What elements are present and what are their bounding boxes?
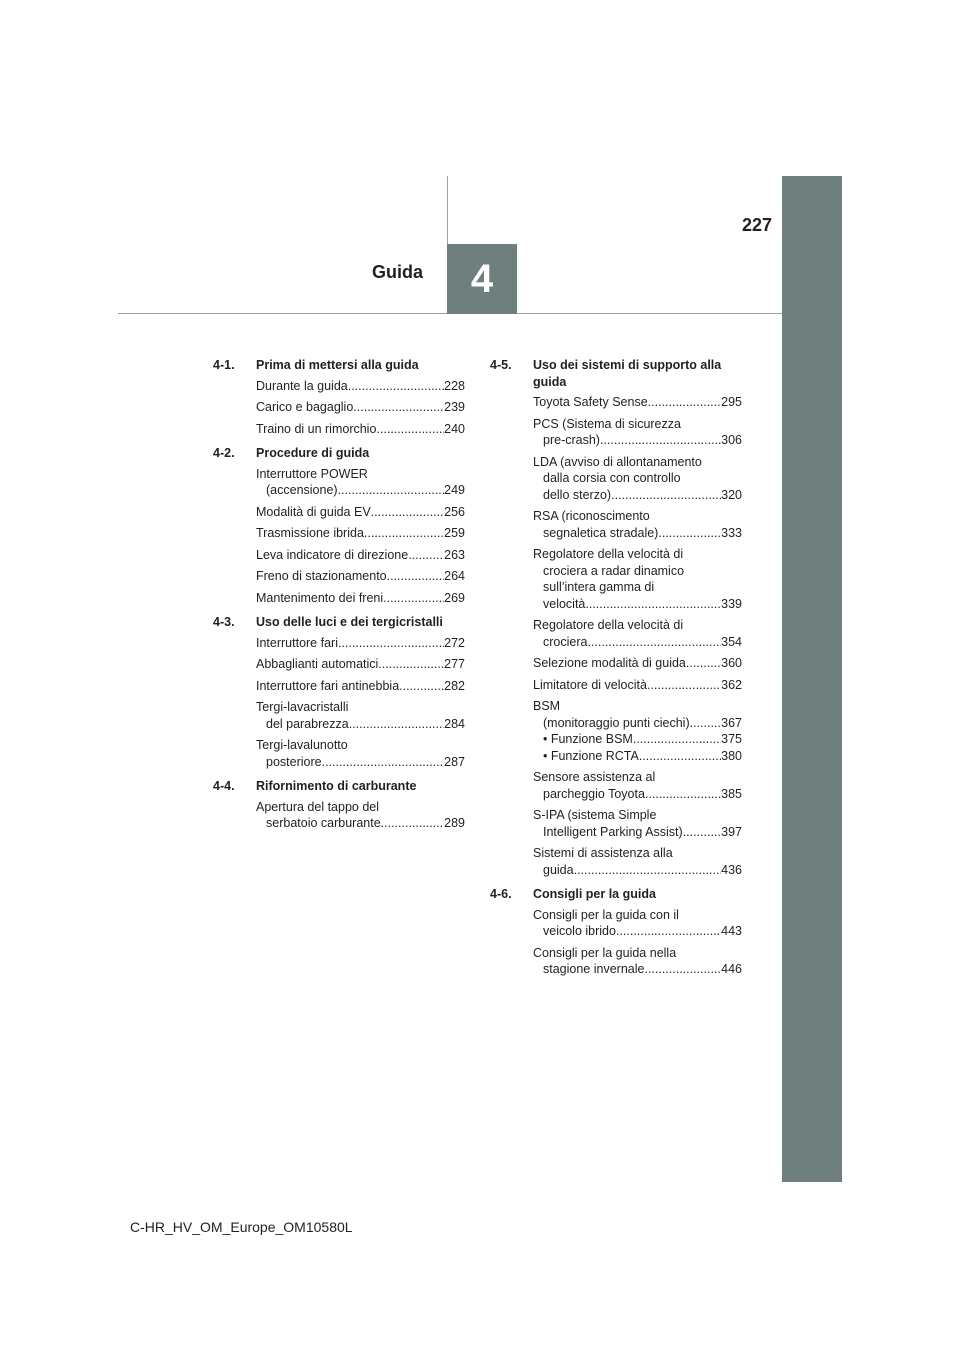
toc-right-column — [490, 357, 742, 986]
entry-last-line — [256, 525, 465, 542]
entry-last-line — [533, 961, 742, 978]
entry-text: Interruttore fari antinebbia — [256, 678, 400, 693]
dot-leader — [574, 862, 722, 879]
dot-leader — [322, 754, 445, 771]
entry-page-number: 397 — [721, 824, 742, 839]
entry-text: Leva indicatore di direzione — [256, 547, 409, 562]
entry-last-line — [256, 399, 465, 416]
dot-leader — [690, 715, 722, 732]
chapter-number-box — [447, 244, 517, 314]
entry-page-number: 228 — [444, 378, 465, 393]
page-number: 227 — [741, 215, 772, 235]
entry-last-line — [256, 378, 465, 395]
dot-leader — [658, 525, 721, 542]
entry-text-line: Consigli per la guida con il — [533, 907, 679, 922]
section-heading — [490, 357, 742, 390]
sub-entry[interactable] — [533, 731, 742, 748]
toc-entry[interactable] — [256, 635, 465, 652]
entry-text-line: Regolatore della velocità di — [533, 547, 684, 561]
dot-leader — [683, 824, 721, 841]
dot-leader — [648, 394, 721, 411]
entry-page-number: 240 — [444, 421, 465, 436]
entry-page-number: 306 — [721, 433, 742, 447]
toc-section — [490, 886, 742, 978]
dot-leader — [353, 399, 444, 416]
entry-page-number: 320 — [721, 487, 742, 502]
entry-text-line: Apertura del tappo del — [256, 799, 380, 814]
entry-page-number: 354 — [721, 634, 742, 649]
chapter-title: Guida — [372, 262, 424, 282]
dot-leader — [645, 786, 721, 803]
section-title: Prima di mettersi alla guida — [256, 358, 419, 372]
dot-leader — [639, 748, 721, 765]
dot-leader — [616, 923, 721, 940]
entry-text: Interruttore fari — [256, 635, 338, 650]
section-number: 4-2. — [213, 446, 235, 460]
footer-code: C-HR_HV_OM_Europe_OM10580L — [130, 1219, 353, 1235]
dot-leader — [399, 678, 444, 695]
entry-text-line: Consigli per la guida nella — [533, 945, 677, 960]
entry-page-number: 269 — [444, 590, 465, 605]
entry-last-line — [533, 525, 742, 542]
toc-section — [213, 614, 465, 770]
toc-entry[interactable] — [533, 698, 742, 764]
entry-text-line: Tergi-lavalunotto — [256, 738, 348, 752]
section-title: Uso delle luci e dei tergicristalli — [256, 615, 443, 629]
section-entries — [256, 466, 465, 607]
section-number: 4-1. — [213, 358, 235, 372]
entry-text: Trasmissione ibrida — [256, 526, 364, 540]
entry-page-number: 256 — [444, 504, 465, 519]
entry-page-number: 443 — [721, 924, 742, 938]
section-title: Uso dei sistemi di supporto alla guida — [533, 358, 722, 389]
entry-last-line — [533, 655, 742, 672]
entry-last-line — [256, 656, 465, 673]
toc-entry[interactable] — [533, 907, 742, 940]
toc-section — [213, 778, 465, 832]
entry-text: crociera — [543, 634, 588, 649]
entry-text: serbatoio carburante — [266, 816, 381, 830]
toc-entry[interactable] — [256, 421, 465, 438]
entry-text: pre-crash) — [543, 433, 600, 447]
section-entries — [256, 378, 465, 438]
entry-last-line — [533, 862, 742, 879]
dot-leader — [387, 568, 445, 585]
toc-entry[interactable] — [256, 737, 465, 770]
entry-page-number: 272 — [444, 635, 465, 650]
toc-entry[interactable] — [256, 568, 465, 585]
entry-text-line: Sistemi di assistenza alla — [533, 846, 673, 860]
entry-text: parcheggio Toyota — [543, 786, 645, 801]
entry-last-line — [533, 487, 742, 504]
section-number: 4-6. — [490, 887, 512, 901]
section-title: Consigli per la guida — [533, 887, 656, 901]
sub-entry-page-number: 380 — [721, 748, 742, 763]
entry-last-line — [256, 504, 465, 521]
toc-entry[interactable] — [533, 769, 742, 802]
entry-text-line: S-IPA (sistema Simple — [533, 808, 657, 822]
toc-entry[interactable] — [533, 807, 742, 840]
entry-text: Mantenimento dei freni — [256, 590, 384, 605]
entry-last-line — [256, 716, 465, 733]
toc-entry[interactable] — [256, 678, 465, 695]
section-heading — [213, 445, 465, 462]
entry-text-line: crociera a radar dinamico — [543, 563, 685, 578]
entry-text: Toyota Safety Sense — [533, 395, 648, 409]
toc-entry[interactable] — [533, 394, 742, 411]
entry-last-line — [256, 421, 465, 438]
entry-text: Limitatore di velocità — [533, 677, 647, 692]
toc-entry[interactable] — [256, 525, 465, 542]
section-title: Rifornimento di carburante — [256, 779, 417, 793]
dot-leader — [647, 677, 721, 694]
entry-last-line — [256, 815, 465, 832]
entry-last-line — [533, 432, 742, 449]
toc-left-column — [213, 357, 465, 840]
entry-page-number: 295 — [721, 395, 742, 409]
sub-entry-text: • Funzione RCTA — [543, 748, 639, 763]
dot-leader — [338, 635, 444, 652]
toc-entry[interactable] — [256, 590, 465, 607]
entry-text-line: Regolatore della velocità di — [533, 618, 684, 632]
entry-text: Selezione modalità di guida — [533, 656, 686, 670]
dot-leader — [633, 731, 721, 748]
dot-leader — [408, 547, 444, 564]
entry-page-number: 287 — [444, 754, 465, 769]
section-number: 4-4. — [213, 779, 235, 793]
entry-text: stagione invernale — [543, 962, 645, 976]
entry-text: (accensione) — [266, 483, 338, 497]
toc-section — [213, 357, 465, 437]
toc-entry[interactable] — [256, 656, 465, 673]
toc-entry[interactable] — [256, 699, 465, 732]
section-entries — [533, 907, 742, 978]
section-title: Procedure di guida — [256, 446, 370, 460]
entry-text: dello sterzo) — [543, 487, 612, 502]
entry-page-number: 362 — [721, 677, 742, 692]
entry-page-number: 289 — [444, 816, 465, 830]
toc-section — [490, 357, 742, 878]
entry-last-line — [533, 677, 742, 694]
dot-leader — [371, 504, 444, 521]
entry-last-line — [533, 786, 742, 803]
entry-last-line — [533, 394, 742, 411]
entry-page-number: 436 — [721, 862, 742, 877]
toc-entry[interactable] — [256, 466, 465, 499]
entry-text: Abbaglianti automatici — [256, 657, 379, 671]
entry-page-number: 249 — [444, 483, 465, 497]
entry-last-line — [256, 547, 465, 564]
entry-last-line — [256, 590, 465, 607]
section-entries — [533, 394, 742, 878]
sub-entry-text: • Funzione BSM — [543, 732, 633, 746]
toc-entry[interactable] — [533, 945, 742, 978]
section-entries — [256, 635, 465, 771]
toc-entry[interactable] — [533, 416, 742, 449]
entry-text-line: Tergi-lavacristalli — [256, 700, 349, 714]
entry-text-line: sull’intera gamma di — [543, 580, 655, 594]
entry-text: veicolo ibrido — [543, 924, 616, 938]
dot-leader — [348, 378, 444, 395]
sub-entry[interactable] — [533, 748, 742, 765]
entry-text-line: PCS (Sistema di sicurezza — [533, 416, 681, 431]
dot-leader — [364, 525, 444, 542]
section-heading — [213, 614, 465, 631]
entry-text: Intelligent Parking Assist) — [543, 824, 683, 839]
entry-text: guida — [543, 862, 574, 877]
entry-text: del parabrezza — [266, 716, 349, 731]
entry-page-number: 263 — [444, 547, 465, 562]
section-heading — [213, 778, 465, 795]
entry-text: Freno di stazionamento — [256, 569, 387, 583]
entry-page-number: 282 — [444, 678, 465, 693]
entry-page-number: 367 — [721, 715, 742, 730]
toc-entry[interactable] — [533, 617, 742, 650]
toc-entry[interactable] — [533, 845, 742, 878]
entry-last-line — [256, 754, 465, 771]
toc-entry[interactable] — [533, 508, 742, 541]
entry-text: Modalità di guida EV — [256, 504, 371, 519]
entry-page-number: 239 — [444, 400, 465, 414]
toc-section — [213, 445, 465, 606]
section-entries — [256, 799, 465, 832]
toc-entry[interactable] — [256, 399, 465, 416]
toc-entry[interactable] — [256, 547, 465, 564]
dot-leader — [376, 421, 444, 438]
dot-leader — [338, 482, 445, 499]
entry-page-number: 284 — [444, 716, 465, 731]
entry-last-line — [256, 482, 465, 499]
entry-text: segnaletica stradale) — [543, 525, 659, 540]
entry-page-number: 385 — [721, 786, 742, 801]
entry-text-line: Sensore assistenza al — [533, 770, 656, 784]
toc-entry[interactable] — [256, 799, 465, 832]
entry-text-line: LDA (avviso di allontanamento — [533, 454, 702, 469]
entry-last-line — [533, 596, 742, 613]
entry-page-number: 259 — [444, 526, 465, 540]
section-number: 4-3. — [213, 615, 235, 629]
entry-last-line — [533, 715, 742, 732]
entry-last-line — [533, 634, 742, 651]
entry-text-line: dalla corsia con controllo — [543, 471, 681, 485]
dot-leader — [378, 656, 444, 673]
entry-text: velocità — [543, 596, 586, 611]
header-vertical-rule — [447, 176, 448, 244]
dot-leader — [349, 716, 444, 733]
entry-text-line: BSM — [533, 699, 561, 713]
toc-entry[interactable] — [256, 378, 465, 395]
entry-page-number: 339 — [721, 596, 742, 611]
dot-leader — [587, 634, 721, 651]
entry-text: posteriore — [266, 754, 322, 769]
toc-entry[interactable] — [533, 655, 742, 672]
entry-page-number: 446 — [721, 962, 742, 976]
entry-last-line — [533, 824, 742, 841]
entry-text: (monitoraggio punti ciechi) — [543, 715, 690, 730]
dot-leader — [686, 655, 721, 672]
dot-leader — [600, 432, 721, 449]
entry-text: Traino di un rimorchio — [256, 421, 377, 436]
section-heading — [213, 357, 465, 374]
dot-leader — [611, 487, 721, 504]
entry-text-line: RSA (riconoscimento — [533, 509, 650, 523]
entry-text-line: Interruttore POWER — [256, 466, 368, 481]
entry-text: Durante la guida — [256, 378, 348, 393]
sub-entry-page-number: 375 — [721, 732, 742, 746]
entry-page-number: 277 — [444, 657, 465, 671]
entry-page-number: 333 — [721, 525, 742, 540]
entry-last-line — [256, 568, 465, 585]
section-heading — [490, 886, 742, 903]
entry-page-number: 360 — [721, 656, 742, 670]
dot-leader — [381, 815, 444, 832]
chapter-side-tab — [782, 176, 842, 1182]
entry-page-number: 264 — [444, 569, 465, 583]
toc-entry[interactable] — [533, 546, 742, 612]
dot-leader — [383, 590, 444, 607]
toc-entry[interactable] — [256, 504, 465, 521]
dot-leader — [585, 596, 721, 613]
section-number: 4-5. — [490, 358, 512, 372]
chapter-number: 4 — [470, 256, 494, 301]
entry-last-line — [256, 678, 465, 695]
entry-last-line — [533, 923, 742, 940]
toc-entry[interactable] — [533, 454, 742, 504]
entry-text: Carico e bagaglio — [256, 400, 354, 414]
entry-last-line — [256, 635, 465, 652]
toc-entry[interactable] — [533, 677, 742, 694]
dot-leader — [644, 961, 721, 978]
